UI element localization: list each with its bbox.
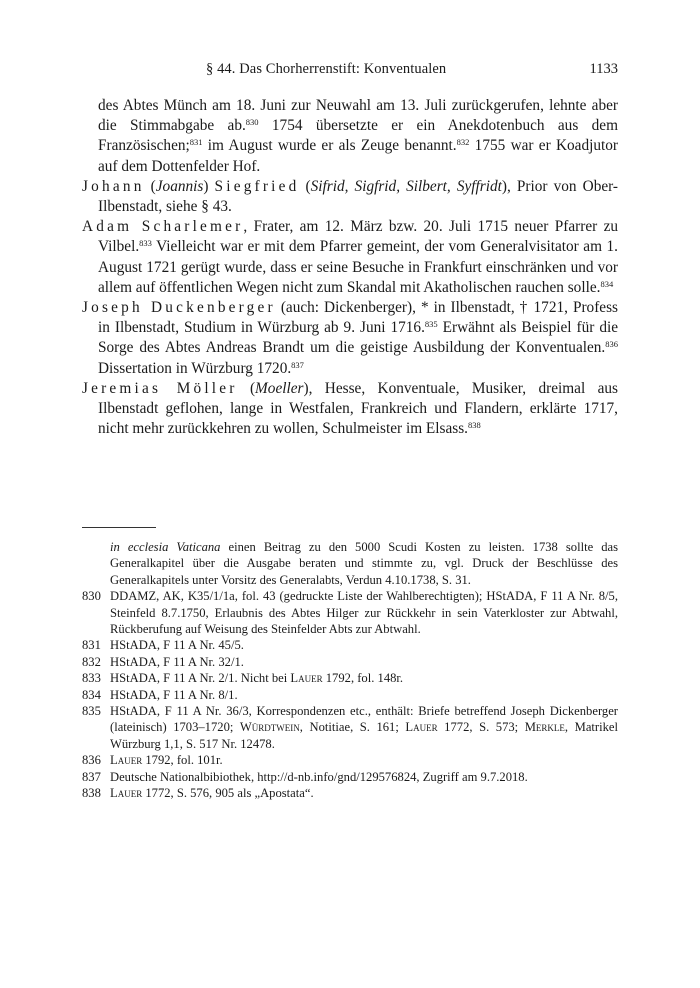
footnote-number: 836 [82,753,101,768]
footnote-number: 837 [82,769,101,784]
footnote-835: 835 HStADA, F 11 A Nr. 36/3, Korrespondenzen etc., enthält: Briefe betreffend Joseph Dickenberger (lateinisch) 1703–1720; Würdtwein, Notitiae, S. 161; Lauer 1772, S. 573; Merkle, Matrikel Würzburg 1,1, S. 517 Nr. 12478. [82,704,618,751]
footnote-833: 833 HStADA, F 11 A Nr. 2/1. Nicht bei Lauer 1792, fol. 148r. [82,671,404,686]
footnote-830: 830 DDAMZ, AK, K35/1/1a, fol. 43 (gedruckte Liste der Wahlberechtigten); HStADA, F 11 A Nr. 8/5, Steinfeld 8.7.1750, Erlaubnis des Abtes Hilger zur Rückkehr in sein Vaterkloster zur Abtwahl, Rückberufung auf Weisung des Steinfelder Abts zur Abtwahl. [82,589,618,637]
footnote-ref: 838 [468,420,481,431]
footnote-832: 832 HStADA, F 11 A Nr. 32/1. [82,654,244,669]
entry-adam-scharlemer: Adam Scharlemer, Frater, am 12. März bzw. 20. Juli 1715 neuer Pfarrer zu Vilbel.$^{833}$ Vielleicht war er mit dem Pfarrer gemeint, der vom Generalvisitator am 1. August 1721 gerügt wurde, dass er seine Besuche in Frankfurt einschränken und vor allem auf öffentlichen Wegen nicht zum Skandal mit Akatholischen rauchen solle.$^{834}$ [82,218,619,296]
person-name: Joseph Duckenberger [82,299,276,317]
footnote-ref: 833 [139,238,152,249]
footnote-number: 838 [82,786,101,801]
footnote-836: 836 Lauer 1792, fol. 101r. [82,753,223,768]
page-header [82,61,618,83]
person-name: Siegfried [214,177,300,195]
footnote-ref: 831 [189,137,203,148]
person-name: Johann [82,177,145,195]
footnote-ref: 835 [424,319,438,330]
person-name: Adam Scharlemer [82,218,244,236]
footnote-number: 831 [82,638,101,653]
footnote-number: 834 [82,687,101,702]
footnote-834: 834 HStADA, F 11 A Nr. 8/1. [82,687,238,702]
entry-johann-siegfried: Johann (Joannis) Siegfried (Sifrid, Sigfrid, Silbert, Syffridt), Prior von Ober-Ilbenstadt, siehe § 43. [82,177,619,216]
footnote-continuation: in ecclesia Vaticana einen Beitrag zu den 5000 Scudi Kosten zu leisten. 1738 sollte das Generalkapitel über die Ausgabe beraten und stimmte zu, vgl. Druck der Beschlüsse des Generalkapitels unter Vorsitz des Generalabts, Verdun 4.10.1738, S. 31. [110,540,618,587]
main-text [82,96,618,439]
footnote-number: 835 [82,704,101,719]
footnote-ref: 836 [605,339,618,350]
running-head: § 44. Das Chorherrenstift: Konventualen [206,61,447,77]
footnote-ref: 832 [456,137,470,148]
person-name: Jeremias Möller [82,379,238,397]
footnote-831: 831 HStADA, F 11 A Nr. 45/5. [82,638,244,653]
entry-continuation: des Abtes Münch am 18. Juni zur Neuwahl am 13. Juli zurückgerufen, lehnte aber die Stimmabgabe ab.$^{830}$ 1754 übersetzte er ein Anekdotenbuch aus dem Französischen;$^{831}$ im August wurde er als Zeuge benannt.$^{832}$ 1755 war er Koadjutor auf dem Dottenfelder Hof. [98,97,618,175]
entry-joseph-duckenberger: Joseph Duckenberger (auch: Dickenberger), * in Ilbenstadt, † 1721, Profess in Ilbenstadt, Studium in Würzburg ab 9. Juni 1716.$^{835}$ Erwähnt als Beispiel für die Sorge des Abtes Andreas Brandt um die geistige Ausbildung der Konventualen.$^{836}$ Dissertation in Würzburg 1720.$^{837}$ [82,299,619,377]
footnote-number: 830 [82,589,101,604]
entry-jeremias-moeller: Jeremias Möller (Moeller), Hesse, Konventuale, Musiker, dreimal aus Ilbenstadt geflohen, lange in Westfalen, Frankreich und Flandern, erklärte 1717, nicht mehr zurückkehren zu wollen, Schulmeister im Elsass.$^{838}$ [82,379,619,438]
footnote-838: 838 Lauer 1772, S. 576, 905 als „Apostata“. [82,786,314,801]
footnote-number: 833 [82,671,101,686]
footnote-number: 832 [82,654,101,669]
footnote-rule [82,527,156,528]
footnote-837: 837 Deutsche Nationalbibiothek, http://d-nb.info/gnd/129576824, Zugriff am 9.7.2018. [82,769,528,784]
footnote-ref: 834 [600,278,614,289]
page-number: 1133 [589,61,618,77]
footnote-ref: 837 [291,359,304,370]
footnotes [82,539,618,802]
footnote-ref: 830 [245,117,259,128]
